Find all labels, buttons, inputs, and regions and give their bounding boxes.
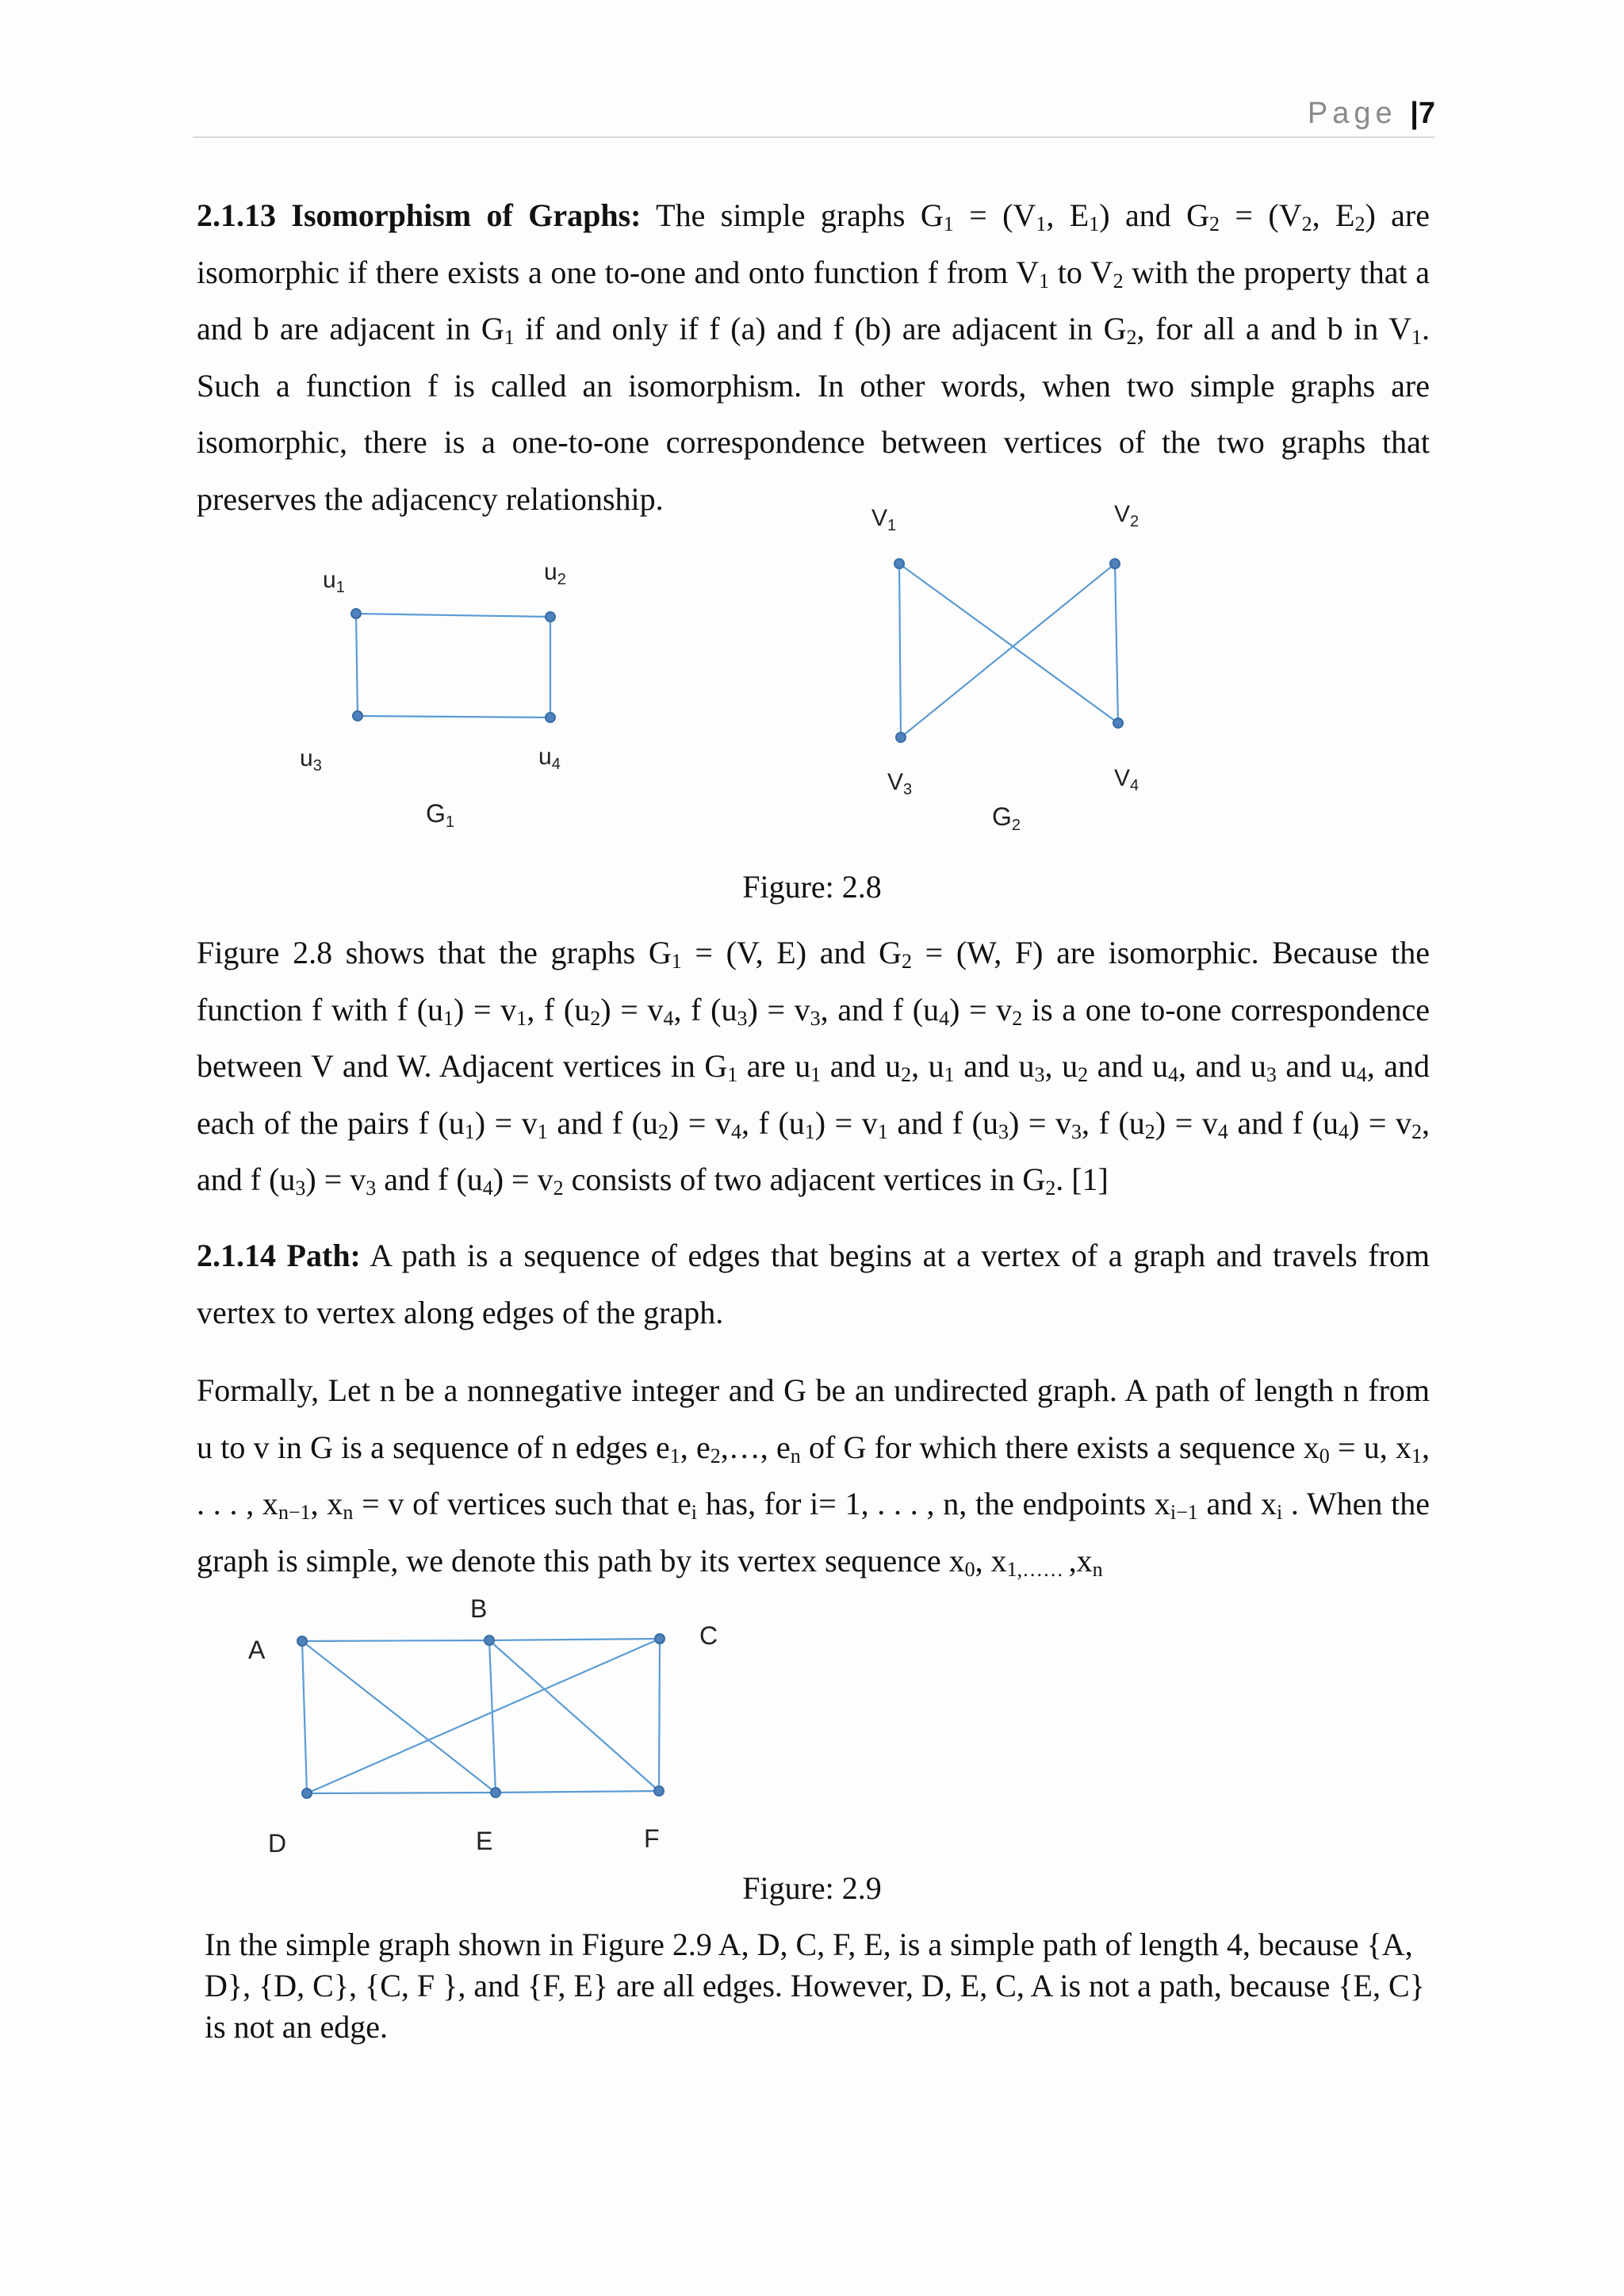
path-heading: 2.1.14 Path: <box>197 1238 361 1273</box>
label-a: A <box>248 1636 266 1664</box>
vertex-d <box>302 1789 312 1798</box>
edge-a-b <box>302 1640 489 1641</box>
edge-a-d <box>302 1641 307 1793</box>
page-word: Page <box>1307 97 1397 130</box>
paragraph-simple-path: In the simple graph shown in Figure 2.9 A, D, C, F, E, is a simple path of length 4, because {A, D}, {D, C}, {C, F }, and {F, E} are all edges. However, D, E, C, A is not a path, because {E, C} is not an edge. <box>205 1927 1425 2045</box>
isomorphism-body: The simple graphs $G_1 = (V_1$, $E_1$) and $G_2 = (V_2$, $E_2$) are isomorphic if there exists a one to-one and onto function f from $V_1$ to $V_2$ with the property that a and b are adjacent in $G_1$ if and only if f (a) and f (b) are adjacent in $G_2$, for all a and b in $V_1$. Such a function f is called an isomorphism. In other words, when two simple graphs are isomorphic, there is a one-to-one correspondence between vertices of the two graphs that preserves the adjacency relationship. <box>197 197 1431 517</box>
paragraph-figure-2-8-text: Figure 2.8 shows that the graphs $G_1 = (V$, E) and $G_2 = (W$, F) are isomorphic. Because the function f with f $(u_1) = v_1$, f $(u_2) = v_4$, f $(u_3) = v_3$, and f $(u_4) = v_2$ is a one to-one correspondence between V and W. Adjacent vertices in $G_1$ are $u_1$ and $u_2$, $u_1$ and $u_3$, $u_2$ and $u_4$, and $u_3$ and $u_4$, and each of the pairs f $(u_1) = v_1$ and f $(u_2) = v_4$, f $(u_1) = v_1$ and f $(u_3) = v_3$, f $(u_2) = v_4$ and f $(u_4) = v_2$, and f $(u_3) = v_3$ and f $(u_4) = v_2$ consists of two adjacent vertices in $G_2$. [1] <box>197 935 1431 1200</box>
paragraph-formal-text: Formally, Let n be a nonnegative integer and G be an undirected graph. A path of length n from u to v in G is a sequence of n edges $e_1$, $e_2,\dots$, $e_n$ of G for which there exists a sequence $x_0 = u$, $x_1$, . . . , $x_{n-1}$, $x_n = v$ of vertices such that $e_i$ has, for i= 1, . . . , n, the endpoints $x_{i-1}$ and $x_i$ . When the graph is simple, we denote this path by its vertex sequence $x_0$, $x_{1,\dots\dots}$ $,x_n$ <box>197 1372 1431 1581</box>
edge-b-f <box>489 1640 659 1791</box>
isomorphism-heading: 2.1.13 Isomorphism of Graphs: <box>197 197 642 233</box>
vertex-e <box>491 1788 500 1797</box>
label-u2: $u_2$ <box>544 559 566 588</box>
vertex-a <box>297 1636 307 1646</box>
label-e: E <box>476 1827 493 1855</box>
label-f: F <box>644 1824 660 1853</box>
vertex-b <box>485 1636 494 1645</box>
edge-e-f <box>496 1791 659 1793</box>
label-v4: $V_4$ <box>1114 765 1139 794</box>
edge-c-f <box>659 1639 660 1791</box>
edge-a-e <box>302 1641 496 1793</box>
edge-b-c <box>489 1639 660 1640</box>
label-v2: $V_2$ <box>1114 501 1139 530</box>
figure-2-8-caption: Figure: 2.8 <box>742 869 882 905</box>
label-b: B <box>470 1594 488 1623</box>
page-number: 7 <box>1418 97 1435 130</box>
label-d: D <box>268 1829 287 1858</box>
label-u1: $u_1$ <box>323 567 345 596</box>
path-body: A path is a sequence of edges that begins at a vertex of a graph and travels from vertex to vertex along edges of the graph. <box>197 1238 1430 1330</box>
label-g1: $G_1$ <box>426 799 455 831</box>
label-u4: $u_4$ <box>538 744 561 773</box>
label-g2: $G_2$ <box>992 802 1021 834</box>
label-u3: $u_3$ <box>300 745 322 775</box>
label-v3: $V_3$ <box>887 769 913 798</box>
vertex-c <box>655 1634 665 1644</box>
edge-b-e <box>489 1640 496 1793</box>
edge-c-d <box>307 1639 660 1793</box>
vertex-f <box>654 1786 664 1796</box>
page-separator: | <box>1410 97 1419 130</box>
label-v1: $V_1$ <box>871 505 897 534</box>
label-c: C <box>699 1621 718 1650</box>
figure-2-9-caption: Figure: 2.9 <box>742 1870 882 1906</box>
